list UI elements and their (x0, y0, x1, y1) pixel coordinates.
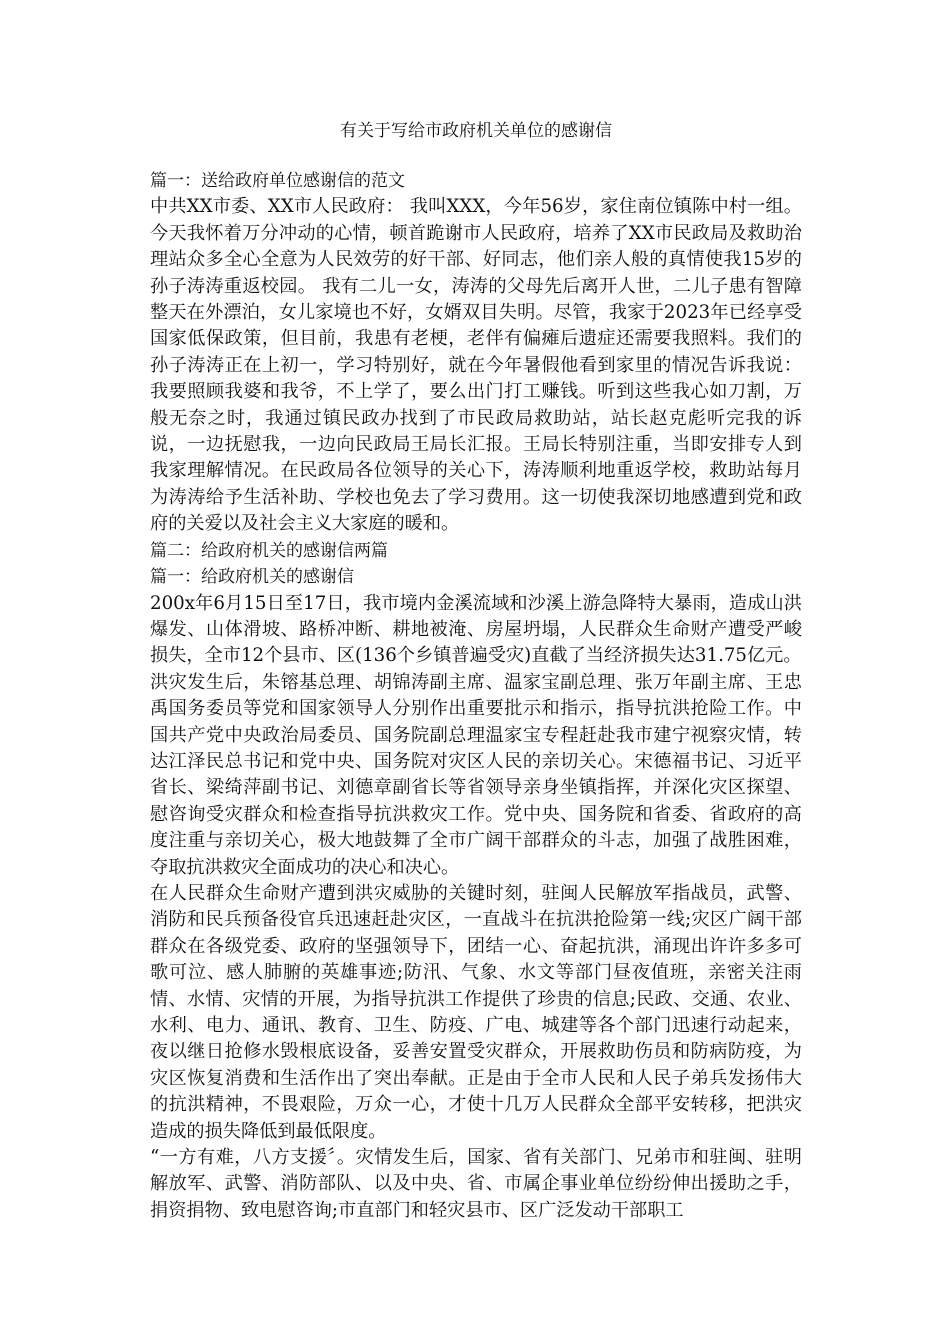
section-1-heading: 篇一：送给政府单位感谢信的范文 (150, 171, 405, 191)
section-2-paragraph-3: 在人民群众生命财产遭到洪灾威胁的关键时刻，驻闽人民解放军指战员，武警、消防和民兵预备役官兵迅速赶赴灾区，一直战斗在抗洪抢险第一线;灾区广阔干部群众在各级党委、政府的坚强领导下，团结一心、奋起抗洪，涌现出许许多多可歌可泣、感人肺腑的英雄事迹;防汛、气象、水文等部门昼夜值班，亲密关注雨情、水情、灾情的开展，为指导抗洪工作提供了珍贵的信息;民政、交通、农业、水利、电力、通讯、教育、卫生、防疫、广电、城建等各个部门迅速行动起来，夜以继日抢修水毁根底设备，妥善安置受灾群众，开展救助伤员和防病防疫，为灾区恢复消费和生活作出了突出奉献。正是由于全市人民和人民子弟兵发扬伟大的抗洪精神，不畏艰险，万众一心，才使十几万人民群众全部平安转移，把洪灾造成的损失降低到最低限度。 (150, 882, 802, 1142)
section-1-paragraph: 中共XX市委、XX市人民政府： 我叫XXX，今年56岁，家住南位镇陈中村一组。今天我怀着万分冲动的心情，顿首跪谢市人民政府，培养了XX市民政局及救助治理站众多全心全意为人民效劳的好干部、好同志，他们亲人般的真情使我15岁的孙子涛涛重返校园。 我有二儿一女，涛涛的父母先后离开人世，二儿子患有智障整天在外漂泊，女儿家境也不好，女婿双目失明。尽管，我家于2023年已经享受国家低保政策，但目前，我患有老梗，老伴有偏瘫后遗症还需要我照料。我们的孙子涛涛正在上初一，学习特别好，就在今年暑假他看到家里的情况告诉我说：我要照顾我婆和我爷，不上学了，要么出门打工赚钱。听到这些我心如刀割，万般无奈之时，我通过镇民政办找到了市民政局救助站，站长赵克彪听完我的诉说，一边抚慰我，一边向民政局王局长汇报。王局长特别注重，当即安排专人到我家理解情况。在民政局各位领导的关心下，涛涛顺利地重返学校，救助站每月为涛涛给予生活补助、学校也免去了学习费用。这一切使我深切地感遭到党和政府的关爱以及社会主义大家庭的暖和。 (150, 196, 802, 535)
document-title: 有关于写给市政府机关单位的感谢信 (340, 121, 612, 141)
section-2-paragraph-2: 洪灾发生后，朱镕基总理、胡锦涛副主席、温家宝副总理、张万年副主席、王忠禹国务委员等党和国家领导人分别作出重要批示和指示，指导抗洪抢险工作。中国共产党中央政治局委员、国务院副总理温家宝专程赶赴我市建宁视察灾情，转达江泽民总书记和党中央、国务院对灾区人民的亲切关心。宋德福书记、习近平省长、梁绮萍副书记、刘德章副省长等省领导亲身坐镇指挥，并深化灾区探望、慰咨询受灾群众和检查指导抗洪救灾工作。党中央、国务院和省委、省政府的高度注重与亲切关心，极大地鼓舞了全市广阔干部群众的斗志，加强了战胜困难，夺取抗洪救灾全面成功的决心和决心。 (150, 671, 802, 878)
section-2-subheading: 篇一：给政府机关的感谢信 (150, 567, 354, 588)
section-2-paragraph-1: 200x年6月15日至17日，我市境内金溪流域和沙溪上游急降特大暴雨，造成山洪爆发、山体滑坡、路桥冲断、耕地被淹、房屋坍塌，人民群众生命财产遭受严峻损失，全市12个县市、区(136个乡镇普遍受灾)直截了当经济损失达31.75亿元。 (150, 592, 802, 667)
section-2-paragraph-4: “一方有难，八方支援〞。灾情发生后，国家、省有关部门、兄弟市和驻闽、驻明解放军、武警、消防部队、以及中央、省、市属企事业单位纷纷伸出援助之手，捐资捐物、致电慰咨询;市直部门和轻灾县市、区广泛发动干部职工 (150, 1147, 802, 1221)
document-page (150, 118, 802, 1224)
section-2-heading: 篇二：给政府机关的感谢信两篇 (150, 540, 388, 561)
